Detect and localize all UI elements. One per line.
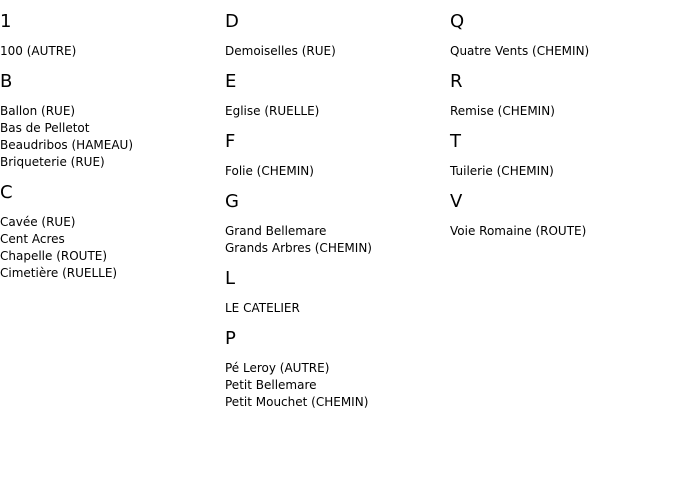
letter-group bbox=[0, 72, 220, 171]
letter-heading: T bbox=[450, 131, 461, 152]
street-list bbox=[450, 163, 670, 180]
street-link[interactable]: Folie (CHEMIN) bbox=[225, 164, 314, 178]
street-list bbox=[0, 43, 220, 60]
street-link[interactable]: 100 (AUTRE) bbox=[0, 44, 77, 58]
letter-heading: L bbox=[225, 268, 236, 289]
street-link[interactable]: Ballon (RUE) bbox=[0, 104, 76, 118]
street-list bbox=[225, 103, 445, 120]
street-link[interactable]: Petit Mouchet (CHEMIN) bbox=[225, 395, 369, 409]
street-link[interactable]: Briqueterie (RUE) bbox=[0, 155, 105, 169]
letter-heading: R bbox=[450, 71, 463, 92]
letter-group bbox=[225, 192, 445, 257]
letter-heading: G bbox=[225, 191, 239, 212]
street-link[interactable]: Petit Bellemare bbox=[225, 378, 317, 392]
letter-heading: F bbox=[225, 131, 236, 152]
letter-heading: E bbox=[225, 71, 237, 92]
street-link[interactable]: Quatre Vents (CHEMIN) bbox=[450, 44, 590, 58]
letter-group bbox=[450, 192, 670, 240]
street-link[interactable]: Beaudribos (HAMEAU) bbox=[0, 138, 134, 152]
street-link[interactable]: Cent Acres bbox=[0, 232, 65, 246]
street-link[interactable]: Cimetière (RUELLE) bbox=[0, 266, 118, 280]
street-index-column bbox=[225, 0, 445, 411]
street-list bbox=[225, 300, 445, 317]
street-link[interactable]: Bas de Pelletot bbox=[0, 121, 90, 135]
street-link[interactable]: Chapelle (ROUTE) bbox=[0, 249, 108, 263]
letter-group bbox=[225, 329, 445, 411]
street-index-column bbox=[0, 0, 220, 282]
street-link[interactable]: Pé Leroy (AUTRE) bbox=[225, 361, 330, 375]
letter-group bbox=[450, 12, 670, 60]
street-list bbox=[225, 43, 445, 60]
letter-heading: C bbox=[0, 182, 13, 203]
street-link[interactable]: Grands Arbres (CHEMIN) bbox=[225, 241, 372, 255]
street-link[interactable]: Eglise (RUELLE) bbox=[225, 104, 320, 118]
letter-group bbox=[0, 183, 220, 282]
street-link[interactable]: Cavée (RUE) bbox=[0, 215, 76, 229]
street-link[interactable]: Remise (CHEMIN) bbox=[450, 104, 555, 118]
street-list bbox=[450, 223, 670, 240]
letter-group bbox=[225, 12, 445, 60]
street-link[interactable]: Voie Romaine (ROUTE) bbox=[450, 224, 587, 238]
letter-group bbox=[450, 132, 670, 180]
letter-heading: V bbox=[450, 191, 463, 212]
street-list bbox=[0, 214, 220, 282]
letter-heading: D bbox=[225, 11, 239, 32]
letter-group bbox=[225, 132, 445, 180]
letter-group bbox=[0, 12, 220, 60]
street-list bbox=[225, 360, 445, 411]
street-list bbox=[225, 223, 445, 257]
letter-group bbox=[225, 72, 445, 120]
street-list bbox=[450, 43, 670, 60]
letter-heading: Q bbox=[450, 11, 465, 32]
street-link[interactable]: Demoiselles (RUE) bbox=[225, 44, 336, 58]
letter-heading: B bbox=[0, 71, 13, 92]
street-list bbox=[0, 103, 220, 171]
street-list bbox=[225, 163, 445, 180]
letter-heading: 1 bbox=[0, 11, 12, 32]
letter-group bbox=[450, 72, 670, 120]
street-list bbox=[450, 103, 670, 120]
street-link[interactable]: Grand Bellemare bbox=[225, 224, 327, 238]
street-link[interactable]: LE CATELIER bbox=[225, 301, 300, 315]
letter-heading: P bbox=[225, 328, 236, 349]
street-index-column bbox=[450, 0, 670, 240]
letter-group bbox=[225, 269, 445, 317]
street-link[interactable]: Tuilerie (CHEMIN) bbox=[450, 164, 554, 178]
